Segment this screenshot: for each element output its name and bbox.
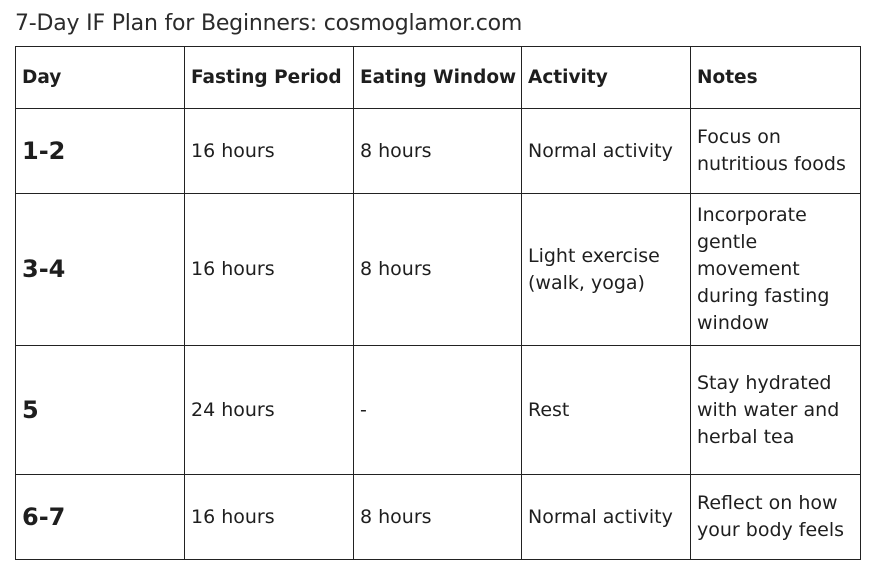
fasting-period-cell: 16 hours [185,109,354,194]
eating-window-cell: 8 hours [354,194,522,346]
day-cell: 6-7 [16,475,185,560]
day-cell: 3-4 [16,194,185,346]
header-activity: Activity [522,47,691,109]
eating-window-cell: 8 hours [354,475,522,560]
notes-cell: Stay hydrated with water and herbal tea [691,346,861,475]
header-fasting-period: Fasting Period [185,47,354,109]
activity-cell: Rest [522,346,691,475]
table-row [16,475,861,560]
table-row [16,194,861,346]
page-title: 7-Day IF Plan for Beginners: cosmoglamor.com [15,11,523,36]
fasting-period-cell: 24 hours [185,346,354,475]
eating-window-cell: - [354,346,522,475]
header-day: Day [16,47,185,109]
notes-cell: Focus on nutritious foods [691,109,861,194]
notes-cell: Reflect on how your body feels [691,475,861,560]
if-plan-table [15,46,861,560]
activity-cell: Normal activity [522,475,691,560]
activity-cell: Light exercise (walk, yoga) [522,194,691,346]
eating-window-cell: 8 hours [354,109,522,194]
table-row [16,346,861,475]
table-row [16,109,861,194]
header-eating-window: Eating Window [354,47,522,109]
day-cell: 1-2 [16,109,185,194]
notes-cell: Incorporate gentle movement during fasting window [691,194,861,346]
fasting-period-cell: 16 hours [185,475,354,560]
fasting-period-cell: 16 hours [185,194,354,346]
day-cell: 5 [16,346,185,475]
activity-cell: Normal activity [522,109,691,194]
header-notes: Notes [691,47,861,109]
table-header-row [16,47,861,109]
